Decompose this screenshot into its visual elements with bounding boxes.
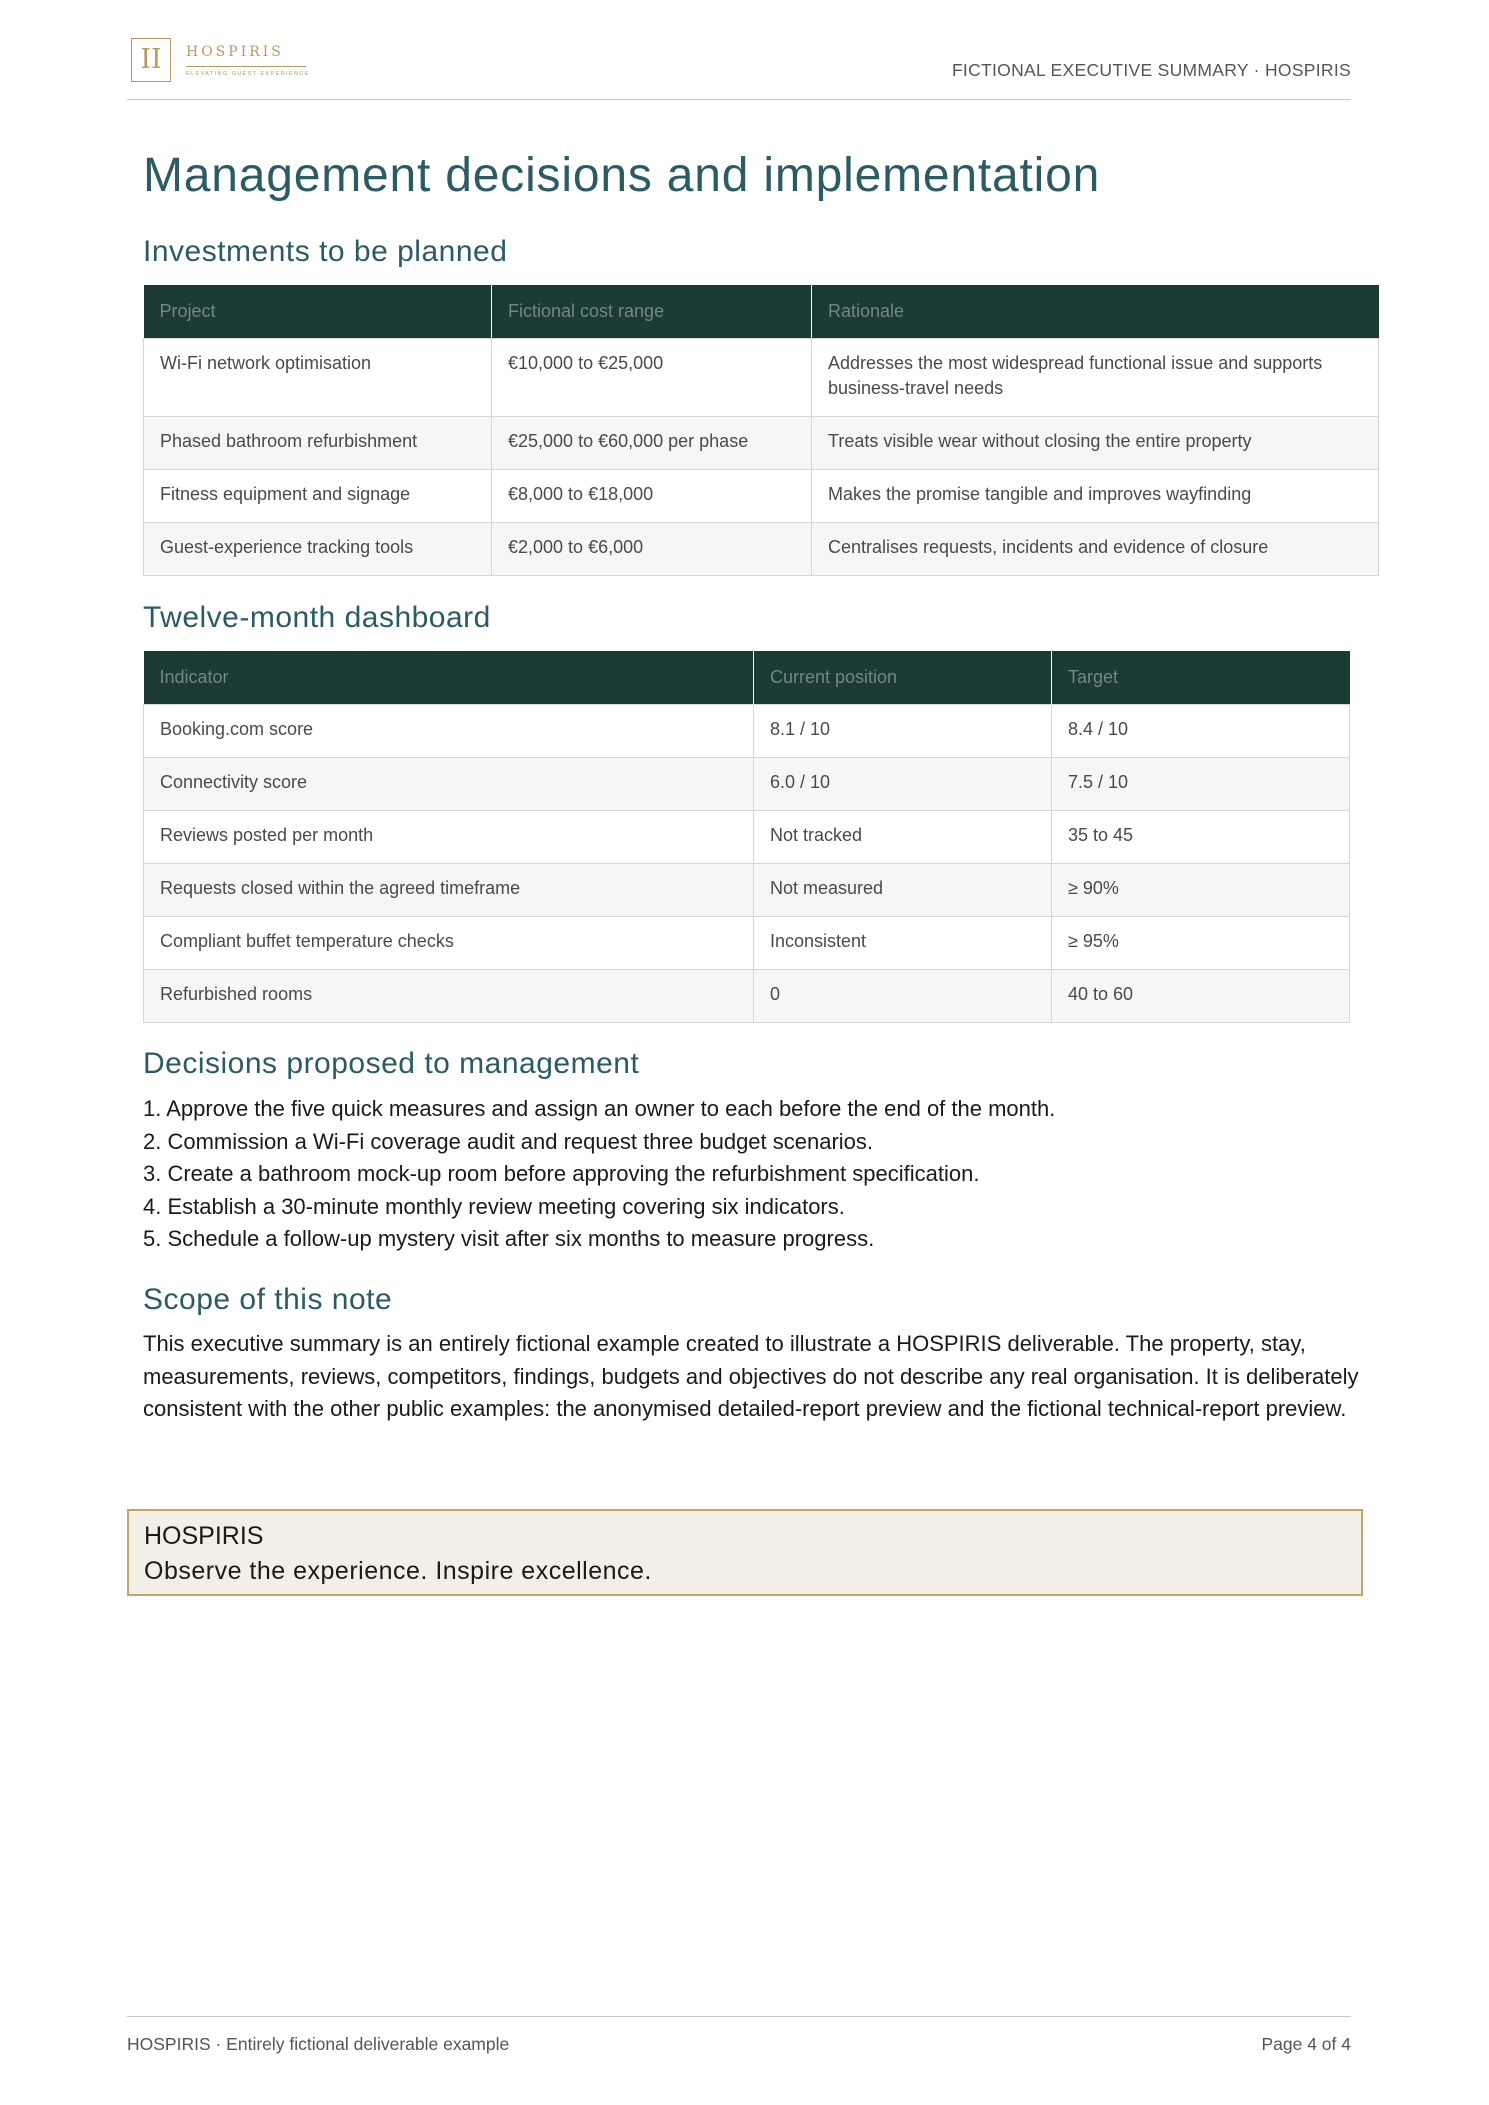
table-row (144, 704, 1350, 757)
page-title: Management decisions and implementation (143, 149, 1101, 202)
project-cell: Phased bathroom refurbishment (144, 416, 492, 469)
table-row (144, 757, 1350, 810)
table-row (144, 416, 1379, 469)
table-row (144, 469, 1379, 522)
column-header-cost-range: Fictional cost range (492, 285, 812, 338)
target-cell: 8.4 / 10 (1052, 704, 1350, 757)
header-document-label: FICTIONAL EXECUTIVE SUMMARY · HOSPIRIS (951, 60, 1351, 80)
table-row (144, 863, 1350, 916)
brand-callout (127, 1509, 1363, 1596)
list-item: 1. Approve the five quick measures and assign an owner to each before the end of the month. (143, 1096, 1056, 1121)
rationale-cell: Treats visible wear without closing the entire property (812, 416, 1379, 469)
table-row (144, 969, 1350, 1022)
indicator-cell: Compliant buffet temperature checks (144, 916, 754, 969)
logo-wordmark: HOSPIRIS (186, 44, 284, 60)
table-row (144, 810, 1350, 863)
dashboard-heading: Twelve-month dashboard (143, 601, 491, 634)
indicator-cell: Reviews posted per month (144, 810, 754, 863)
indicator-cell: Booking.com score (144, 704, 754, 757)
column-header-indicator: Indicator (144, 651, 754, 704)
investments-header-row (144, 285, 1379, 338)
indicator-cell: Requests closed within the agreed timeframe (144, 863, 754, 916)
target-cell: ≥ 90% (1052, 863, 1350, 916)
current-position-cell: 8.1 / 10 (754, 704, 1052, 757)
target-cell: 40 to 60 (1052, 969, 1350, 1022)
target-cell: 7.5 / 10 (1052, 757, 1350, 810)
rationale-cell: Addresses the most widespread functional issue and supports business-travel needs (812, 338, 1379, 416)
column-header-project: Project (144, 285, 492, 338)
current-position-cell: Inconsistent (754, 916, 1052, 969)
cost-range-cell: €2,000 to €6,000 (492, 522, 812, 575)
table-row (144, 916, 1350, 969)
dashboard-header-row (144, 651, 1350, 704)
cost-range-cell: €8,000 to €18,000 (492, 469, 812, 522)
hospiris-logo (131, 38, 311, 88)
scope-heading: Scope of this note (143, 1283, 393, 1316)
logo-tagline: ELEVATING GUEST EXPERIENCE (186, 71, 310, 77)
callout-tagline: Observe the experience. Inspire excellence. (144, 1557, 652, 1585)
callout-brand-name: HOSPIRIS (144, 1522, 264, 1550)
scope-paragraph: This executive summary is an entirely fictional example created to illustrate a HOSPIRIS deliverable. The property, stay, measurements, reviews, competitors, findings, budgets and objectives do not describe any real organisation. It is deliberately consistent with the other public examples: the anonymised detailed-report preview and the fictional technical-report preview. (143, 1331, 1359, 1421)
dashboard-table (143, 651, 1350, 1023)
cost-range-cell: €25,000 to €60,000 per phase (492, 416, 812, 469)
current-position-cell: Not measured (754, 863, 1052, 916)
indicator-cell: Refurbished rooms (144, 969, 754, 1022)
decisions-list (143, 1093, 1055, 1256)
current-position-cell: 6.0 / 10 (754, 757, 1052, 810)
page-number: Page 4 of 4 (1261, 2034, 1351, 2054)
investments-table (143, 285, 1379, 576)
list-item: 4. Establish a 30-minute monthly review meeting covering six indicators. (143, 1193, 845, 1219)
project-cell: Fitness equipment and signage (144, 469, 492, 522)
logo-mark-icon: II (131, 38, 171, 82)
investments-heading: Investments to be planned (143, 235, 508, 268)
decisions-heading: Decisions proposed to management (143, 1047, 640, 1080)
current-position-cell: Not tracked (754, 810, 1052, 863)
current-position-cell: 0 (754, 969, 1052, 1022)
cost-range-cell: €10,000 to €25,000 (492, 338, 812, 416)
project-cell: Guest-experience tracking tools (144, 522, 492, 575)
table-row (144, 522, 1379, 575)
project-cell: Wi-Fi network optimisation (144, 338, 492, 416)
footer-note: HOSPIRIS · Entirely fictional deliverable example (127, 2034, 510, 2054)
table-row (144, 338, 1379, 416)
list-item: 5. Schedule a follow-up mystery visit after six months to measure progress. (143, 1226, 875, 1251)
list-item: 3. Create a bathroom mock-up room before approving the refurbishment specification. (143, 1161, 980, 1186)
column-header-target: Target (1052, 651, 1350, 704)
rationale-cell: Centralises requests, incidents and evidence of closure (812, 522, 1379, 575)
rationale-cell: Makes the promise tangible and improves wayfinding (812, 469, 1379, 522)
column-header-current-position: Current position (754, 651, 1052, 704)
list-item: 2. Commission a Wi-Fi coverage audit and request three budget scenarios. (143, 1128, 874, 1154)
target-cell: ≥ 95% (1052, 916, 1350, 969)
indicator-cell: Connectivity score (144, 757, 754, 810)
page-footer (127, 2016, 1351, 2057)
logo-divider (186, 66, 306, 67)
column-header-rationale: Rationale (812, 285, 1379, 338)
page-header (127, 36, 1351, 100)
target-cell: 35 to 45 (1052, 810, 1350, 863)
